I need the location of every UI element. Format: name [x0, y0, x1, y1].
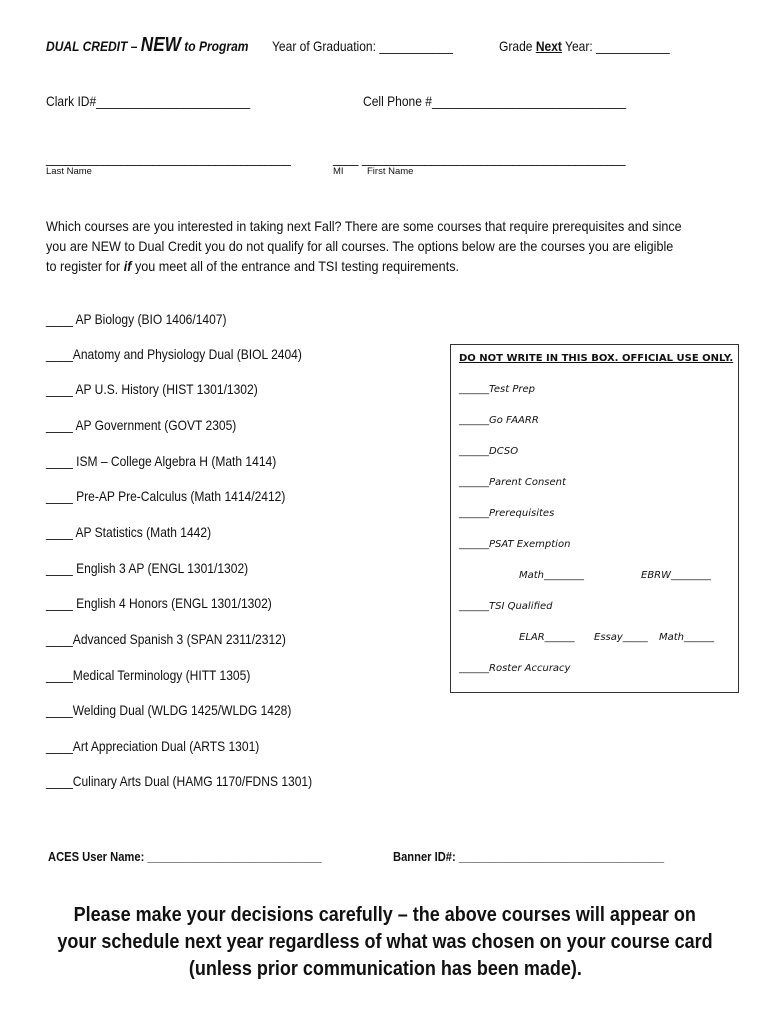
official-dcso: ______DCSO: [459, 446, 519, 457]
official-prerequisites: ______Prerequisites: [459, 508, 555, 519]
intro-paragraph: Which courses are you interested in taking next Fall? There are some courses that require prerequisites and since you are NEW to Dual Credit you do not qualify for all courses. The options below are the courses you are eligible to register for if you meet all of the entrance and TSI testing requirements.: [46, 218, 682, 274]
first-name-label: First Name: [367, 166, 414, 177]
course-option-ap-biology[interactable]: ____ AP Biology (BIO 1406/1407): [46, 311, 227, 327]
official-use-title: DO NOT WRITE IN THIS BOX. OFFICIAL USE ONLY.: [459, 353, 734, 364]
course-option-art-appreciation[interactable]: ____Art Appreciation Dual (ARTS 1301): [46, 738, 260, 754]
mi-label: MI: [333, 166, 344, 177]
course-option-anatomy-physiology[interactable]: ____Anatomy and Physiology Dual (BIOL 2404): [46, 346, 302, 362]
closing-statement: Please make your decisions carefully – the above courses will appear on your schedule next year regardless of what was chosen on your course card (unless prior communication has been made).: [57, 904, 713, 980]
official-test-prep: ______Test Prep: [459, 384, 535, 395]
course-option-culinary-arts[interactable]: ____Culinary Arts Dual (HAMG 1170/FDNS 1301): [46, 773, 313, 789]
official-tsi-qualified: ______TSI Qualified: [459, 601, 553, 612]
last-name-label: Last Name: [46, 166, 92, 177]
official-go-faarr: ______Go FAARR: [459, 415, 539, 426]
title-new: NEW: [140, 34, 181, 56]
year-of-graduation-field[interactable]: Year of Graduation: ___________: [272, 38, 453, 54]
first-name-field[interactable]: __________________________________________: [362, 150, 626, 166]
official-psat-ebrw: EBRW________: [641, 570, 712, 581]
grade-next-year-field[interactable]: Grade Next Year: ___________: [499, 38, 670, 54]
grade-next-emphasis: Next: [535, 38, 562, 54]
official-tsi-math: Math______: [659, 632, 715, 643]
official-tsi-essay: Essay_____: [594, 632, 648, 643]
form-title: [46, 34, 281, 57]
course-option-advanced-spanish[interactable]: ____Advanced Spanish 3 (SPAN 2311/2312): [46, 631, 286, 647]
clark-id-field[interactable]: Clark ID#_______________________: [46, 93, 251, 109]
course-option-english-4-honors[interactable]: ____ English 4 Honors (ENGL 1301/1302): [46, 595, 272, 611]
official-psat-exemption: ______PSAT Exemption: [459, 539, 571, 550]
title-dual-credit: DUAL CREDIT –: [46, 38, 141, 54]
title-to-program: to Program: [180, 38, 249, 54]
official-psat-math: Math________: [519, 570, 585, 581]
course-option-ap-us-history[interactable]: ____ AP U.S. History (HIST 1301/1302): [46, 381, 258, 397]
banner-id-field[interactable]: Banner ID#: _________________________________: [393, 849, 665, 864]
course-option-ap-government[interactable]: ____ AP Government (GOVT 2305): [46, 417, 237, 433]
official-use-box: [450, 344, 739, 693]
course-option-college-algebra[interactable]: ____ ISM – College Algebra H (Math 1414): [46, 453, 277, 469]
middle-initial-field[interactable]: ____: [333, 150, 359, 166]
cell-phone-field[interactable]: Cell Phone #_____________________________: [363, 93, 627, 109]
course-option-medical-terminology[interactable]: ____Medical Terminology (HITT 1305): [46, 667, 251, 683]
official-roster-accuracy: ______Roster Accuracy: [459, 663, 571, 674]
course-option-pre-calculus[interactable]: ____ Pre-AP Pre-Calculus (Math 1414/2412): [46, 488, 286, 504]
official-tsi-elar: ELAR______: [519, 632, 575, 643]
official-parent-consent: ______Parent Consent: [459, 477, 566, 488]
aces-user-name-field[interactable]: ACES User Name: ____________________________: [48, 849, 322, 864]
course-option-ap-statistics[interactable]: ____ AP Statistics (Math 1442): [46, 524, 212, 540]
course-option-welding[interactable]: ____Welding Dual (WLDG 1425/WLDG 1428): [46, 702, 292, 718]
course-option-english-3-ap[interactable]: ____ English 3 AP (ENGL 1301/1302): [46, 560, 249, 576]
last-name-field[interactable]: _______________________________________: [46, 150, 291, 166]
